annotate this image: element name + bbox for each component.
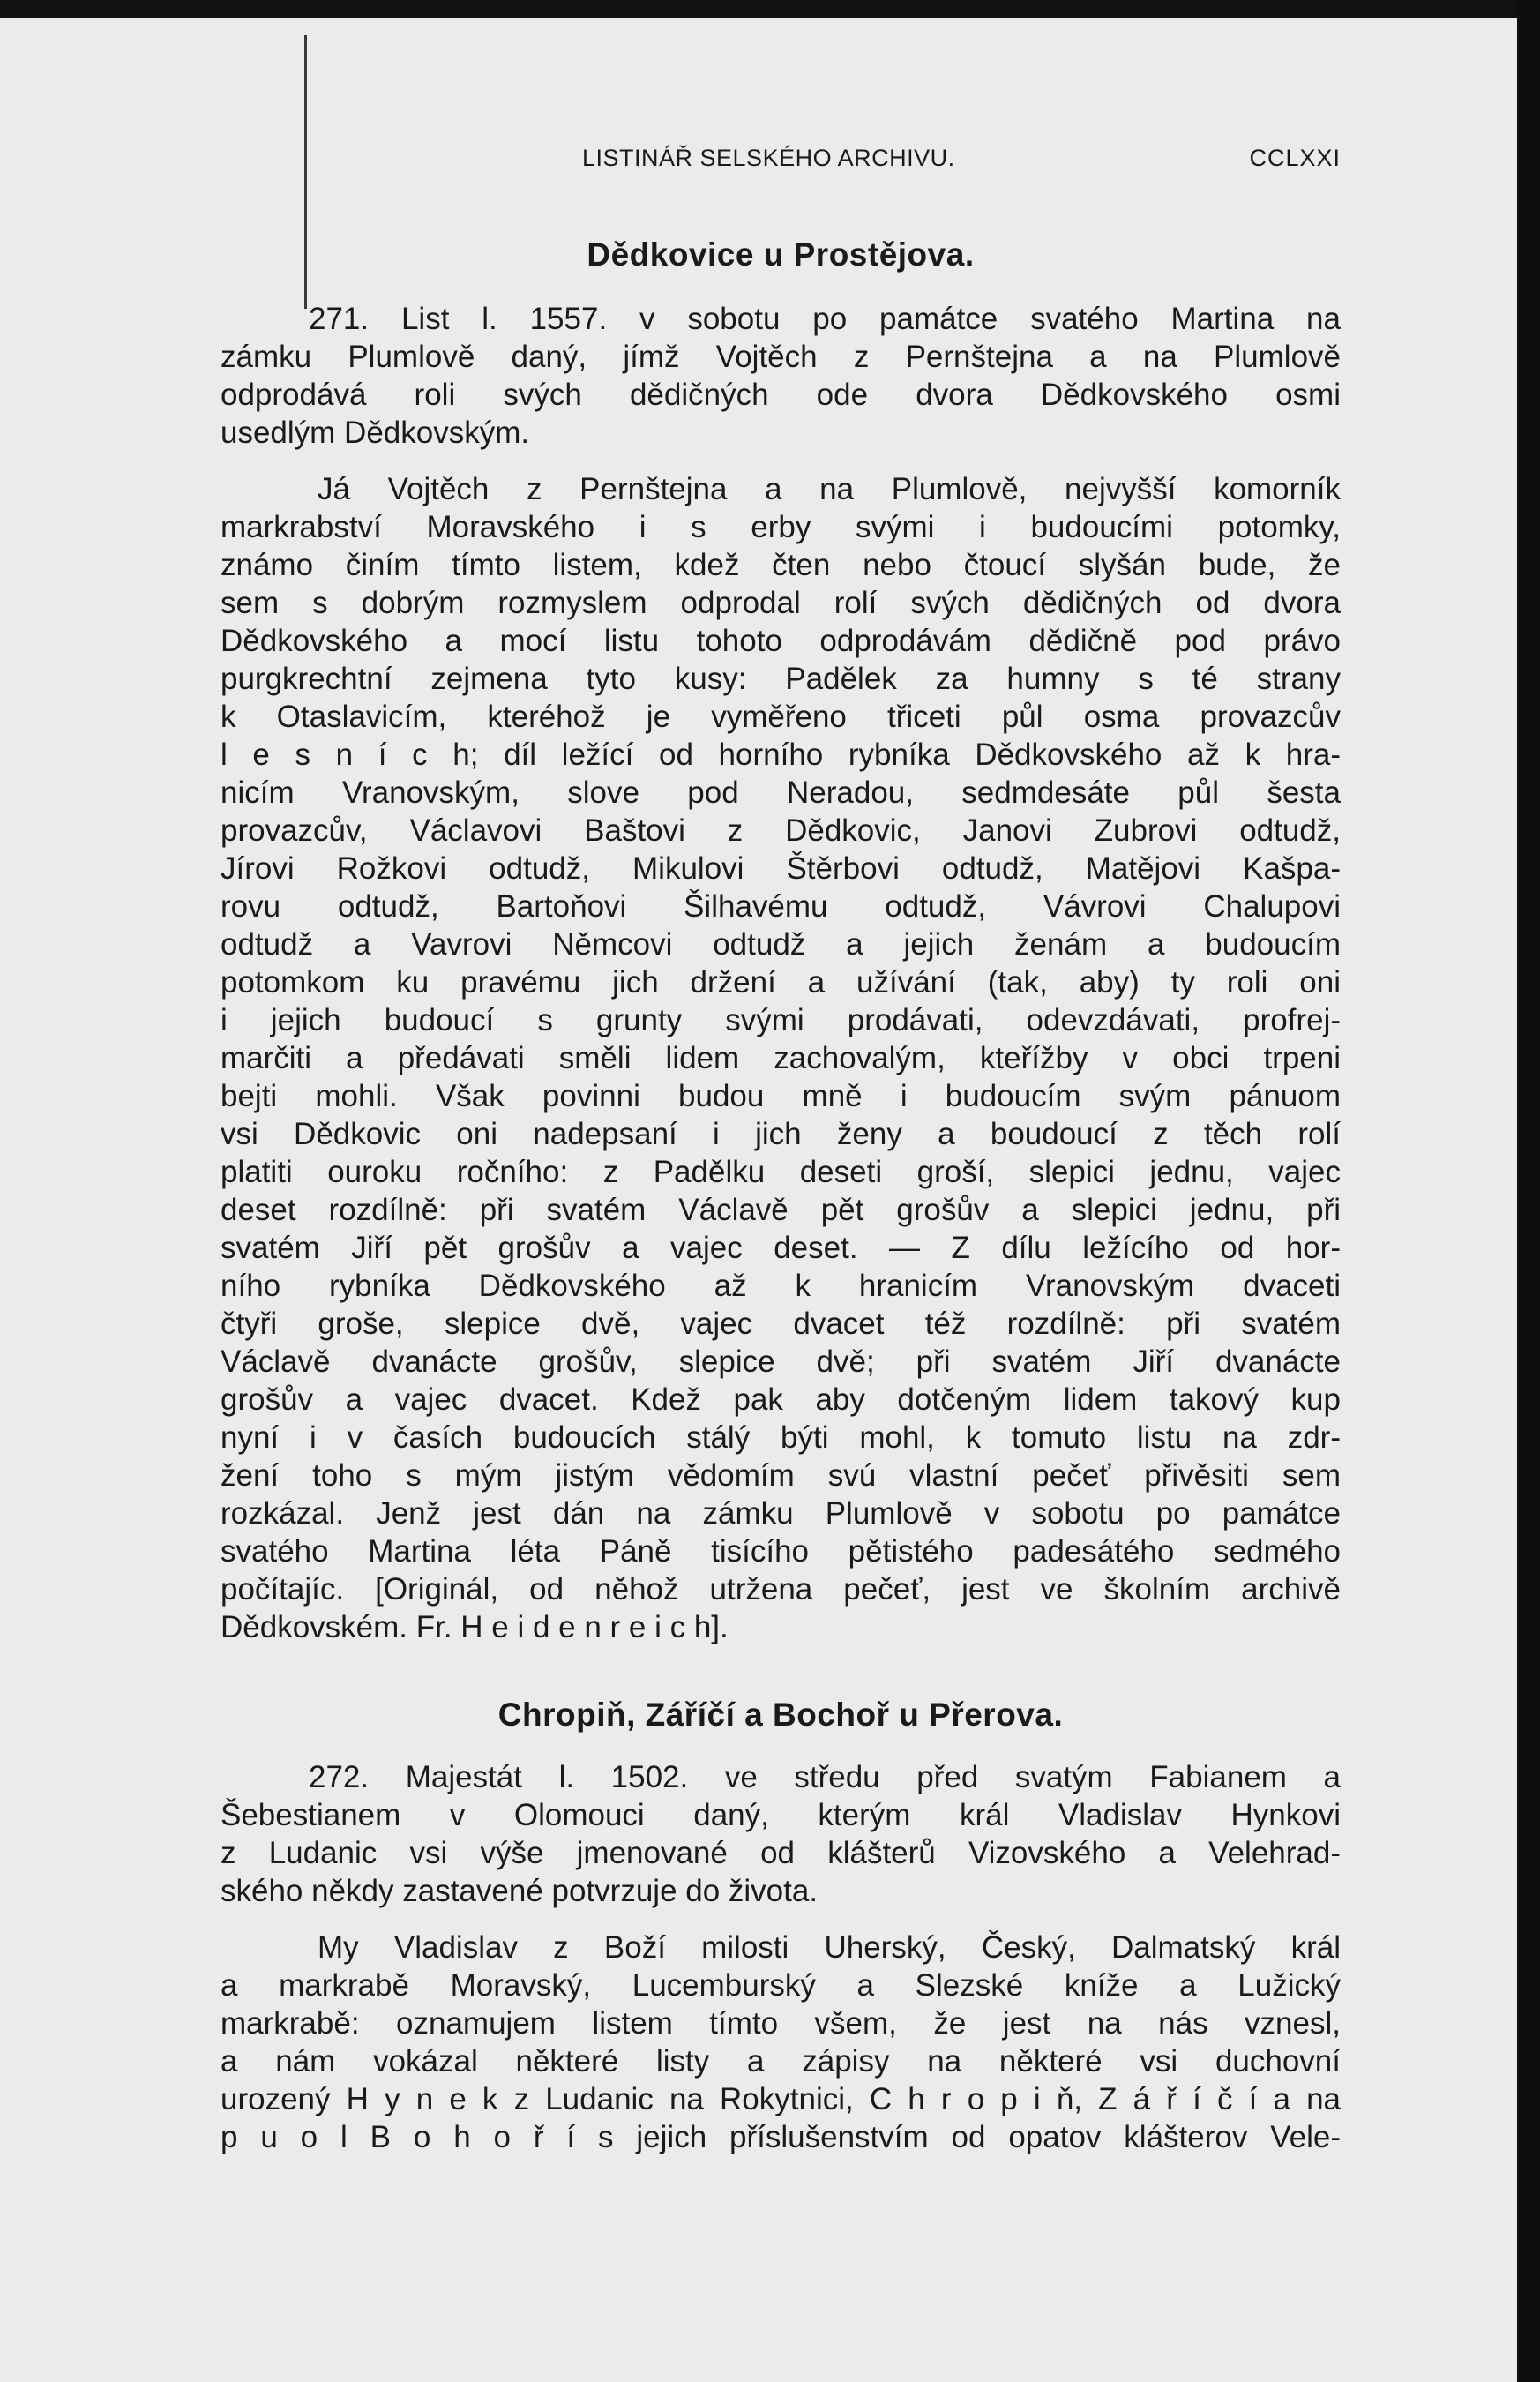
regest-line: ského někdy zastavené potvrzuje do života. bbox=[221, 1874, 819, 1908]
regest-line: zámku Plumlově daný, jímž Vojtěch z Pernštejna a na Plumlově bbox=[221, 340, 1341, 374]
text-line: urozený H y n e k z Ludanic na Rokytnici, C h r o p i ň, Z á ř í č í a na bbox=[221, 2082, 1341, 2116]
text-line: počítajíc. [Originál, od něhož utržena pečeť, jest ve školním archivě bbox=[221, 1572, 1341, 1607]
regest-272 bbox=[221, 1758, 1341, 1910]
regest-line: Šebestianem v Olomouci daný, kterým král Vladislav Hynkovi bbox=[221, 1798, 1341, 1832]
text-line: Já Vojtěch z Pernštejna a na Plumlově, nejvyšší komorník bbox=[318, 472, 1341, 506]
text-line: rovu odtudž, Bartoňovi Šilhavému odtudž, Vávrovi Chalupovi bbox=[221, 889, 1341, 924]
text-line: Jírovi Rožkovi odtudž, Mikulovi Štěrbovi odtudž, Matějovi Kašpa- bbox=[221, 851, 1341, 886]
text-line: čtyři groše, slepice dvě, vajec dvacet též rozdílně: při svatém bbox=[221, 1307, 1341, 1341]
text-line: a markrabě Moravský, Lucemburský a Slezské kníže a Lužický bbox=[221, 1968, 1341, 2003]
text-line: a nám vokázal některé listy a zápisy na některé vsi duchovní bbox=[221, 2044, 1341, 2079]
text-line: potomkom ku pravému jich držení a užívání (tak, aby) ty roli oni bbox=[221, 965, 1341, 1000]
text-line: platiti ouroku ročního: z Padělku deseti groší, slepici jednu, vajec bbox=[221, 1155, 1341, 1189]
charter-text-272 bbox=[221, 1929, 1341, 2156]
regest-line: z Ludanic vsi výše jmenované od klášterů Vizovského a Velehrad- bbox=[221, 1836, 1341, 1870]
text-line: rozkázal. Jenž jest dán na zámku Plumlově v sobotu po památce bbox=[221, 1496, 1341, 1531]
text-line: l e s n í c h; díl ležící od horního rybníka Dědkovského až k hra- bbox=[221, 738, 1341, 772]
text-line: ního rybníka Dědkovského až k hranicím Vranovským dvaceti bbox=[221, 1269, 1341, 1303]
text-line: i jejich budoucí s grunty svými prodávati, odevzdávati, profrej- bbox=[221, 1003, 1341, 1037]
scan-border-right bbox=[1517, 0, 1540, 2382]
regest-271 bbox=[221, 300, 1341, 452]
text-line: známo činím tímto listem, kdež čten nebo čtoucí slyšán bude, že bbox=[221, 548, 1341, 582]
text-line: marčiti a předávati směli lidem zachovalým, kteřížby v obci trpeni bbox=[221, 1041, 1341, 1075]
text-line: k Otaslavicím, kteréhož je vyměřeno třiceti půl osma provazcův bbox=[221, 700, 1341, 734]
section-heading-chropin: Chropiň, Záříčí a Bochoř u Přerova. bbox=[497, 1697, 1064, 1733]
text-line: bejti mohli. Však povinni budou mně i budoucím svým pánuom bbox=[221, 1079, 1341, 1113]
text-line: nicím Vranovským, slove pod Neradou, sedmdesáte půl šesta bbox=[221, 775, 1341, 810]
text-line: sem s dobrým rozmyslem odprodal rolí svých dědičných od dvora bbox=[221, 586, 1341, 620]
text-line: p u o l B o h o ř í s jejich příslušenstvím od opatov klášterov Vele- bbox=[221, 2120, 1341, 2154]
scan-border-top bbox=[0, 0, 1540, 18]
text-line: My Vladislav z Boží milosti Uherský, Český, Dalmatský král bbox=[318, 1930, 1341, 1965]
text-line: žení toho s mým jistým vědomím svú vlastní pečeť přivěsiti sem bbox=[221, 1458, 1341, 1493]
text-line: Dědkovského a mocí listu tohoto odprodávám dědičně pod právo bbox=[221, 624, 1341, 658]
text-line: odtudž a Vavrovi Němcovi odtudž a jejich ženám a budoucím bbox=[221, 927, 1341, 962]
page-number: CCLXXI bbox=[1249, 145, 1341, 171]
text-line: deset rozdílně: při svatém Václavě pět grošův a slepici jednu, při bbox=[221, 1193, 1341, 1227]
header-title: LISTINÁŘ SELSKÉHO ARCHIVU. bbox=[582, 145, 955, 171]
text-line: markrabě: oznamujem listem tímto všem, že jest na nás vznesl, bbox=[221, 2006, 1341, 2041]
running-header bbox=[221, 132, 1341, 185]
text-line: Dědkovském. Fr. H e i d e n r e i c h]. bbox=[221, 1610, 729, 1644]
charter-text-271 bbox=[221, 470, 1341, 1646]
text-line: provazcův, Václavovi Baštovi z Dědkovic, Janovi Zubrovi odtudž, bbox=[221, 813, 1341, 848]
text-line: markrabství Moravského i s erby svými i budoucími potomky, bbox=[221, 510, 1341, 544]
regest-line: usedlým Dědkovským. bbox=[221, 416, 530, 450]
text-line: svatého Martina léta Páně tisícího pětistého padesátého sedmého bbox=[221, 1534, 1341, 1569]
section-heading-dedkovice: Dědkovice u Prostějova. bbox=[587, 236, 975, 273]
text-line: purgkrechtní zejmena tyto kusy: Padělek za humny s té strany bbox=[221, 662, 1341, 696]
text-line: grošův a vajec dvacet. Kdež pak aby dotčeným lidem takový kup bbox=[221, 1382, 1341, 1417]
regest-line: 272. Majestát l. 1502. ve středu před svatým Fabianem a bbox=[309, 1760, 1341, 1794]
text-line: svatém Jiří pět grošův a vajec deset. — Z dílu ležícího od hor- bbox=[221, 1231, 1341, 1265]
regest-line: 271. List l. 1557. v sobotu po památce svatého Martina na bbox=[309, 302, 1341, 336]
text-line: Václavě dvanácte grošův, slepice dvě; při svatém Jiří dvanácte bbox=[221, 1345, 1341, 1379]
regest-line: odprodává roli svých dědičných ode dvora Dědkovského osmi bbox=[221, 378, 1341, 412]
text-line: vsi Dědkovic oni nadepsaní i jich ženy a boudoucí z těch rolí bbox=[221, 1117, 1341, 1151]
text-line: nyní i v časích budoucích stálý býti mohl, k tomuto listu na zdr- bbox=[221, 1420, 1341, 1455]
